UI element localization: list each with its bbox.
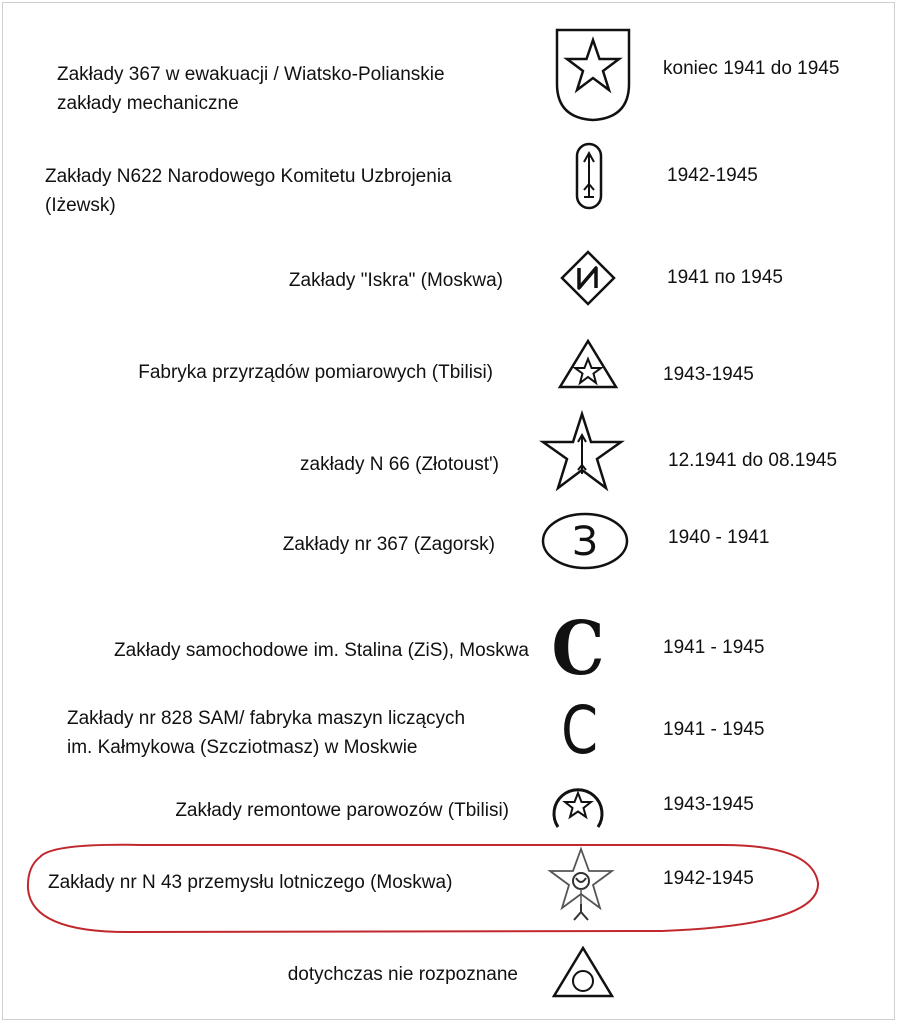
production-years: 12.1941 do 08.1945 <box>668 450 838 471</box>
factory-name: Zakłady nr N 43 przemysłu lotniczego (Moskwa) <box>48 872 453 893</box>
thin-letter-s-icon <box>561 693 600 770</box>
letter-i-in-diamond-icon <box>559 249 617 307</box>
factory-name: Zakłady "Iskra" (Moskwa) <box>288 270 503 291</box>
bold-letter-s-icon <box>551 604 605 692</box>
factory-name: Zakłady N622 Narodowego Komitetu Uzbrojenia (Iżewsk) <box>45 166 452 216</box>
production-years: 1941 по 1945 <box>667 267 783 288</box>
production-years: 1941 - 1945 <box>663 637 765 658</box>
letter-z-in-ellipse-icon <box>540 511 630 571</box>
production-years: 1942-1945 <box>663 868 754 889</box>
mark-letter: C <box>561 693 599 770</box>
factory-name: Zakłady 367 w ewakuacji / Wiatsko-Polianskie zakłady mechaniczne <box>57 64 445 114</box>
factory-name: dotychczas nie rozpoznane <box>287 964 518 985</box>
star-in-shield-icon <box>553 28 633 122</box>
production-years: 1942-1945 <box>667 165 758 186</box>
production-years: koniec 1941 do 1945 <box>663 58 840 79</box>
arrow-in-oval-icon <box>574 142 604 210</box>
factory-name: Fabryka przyrządów pomiarowych (Tbilisi) <box>138 362 493 383</box>
factory-name: Zakłady nr 367 (Zagorsk) <box>282 534 495 555</box>
production-years: 1941 - 1945 <box>663 719 765 740</box>
factory-name: Zakłady remontowe parowozów (Tbilisi) <box>175 800 509 821</box>
mark-letter: З <box>572 519 598 565</box>
production-years: 1943-1945 <box>663 794 754 815</box>
production-years: 1943-1945 <box>663 364 754 385</box>
star-in-open-circle-icon <box>550 783 606 829</box>
factory-name: Zakłady nr 828 SAM/ fabryka maszyn liczących im. Kałmykowa (Szcziotmasz) w Moskwie <box>67 708 466 758</box>
star-in-triangle-icon <box>557 338 619 390</box>
factory-name: Zakłady samochodowe im. Stalina (ZiS), Moskwa <box>114 640 529 661</box>
circle-in-triangle-icon <box>551 945 615 999</box>
mark-letter: C <box>551 604 605 692</box>
propeller-star-icon <box>546 846 616 926</box>
production-years: 1940 - 1941 <box>668 527 770 548</box>
factory-name: zakłady N 66 (Złotoust') <box>300 454 499 475</box>
arrow-in-star-icon <box>541 412 623 490</box>
